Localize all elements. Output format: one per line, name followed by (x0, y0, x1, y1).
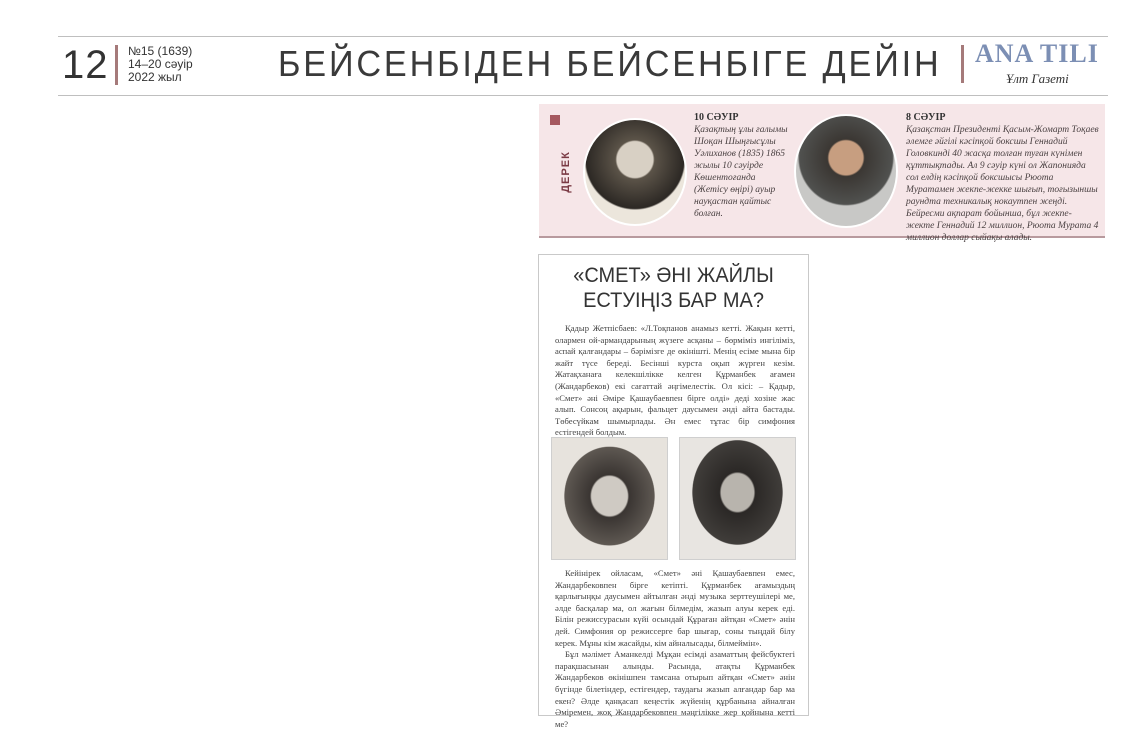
issue-info (128, 45, 193, 84)
section-title: БЕЙСЕНБІДЕН БЕЙСЕНБІГЕ ДЕЙІН (278, 43, 942, 84)
fact-item-2 (906, 112, 1100, 244)
facts-label: ДЕРЕК (559, 151, 572, 193)
issue-divider (115, 45, 118, 85)
photo-woman-portrait (551, 437, 668, 560)
portrait-golovkin (794, 114, 898, 228)
issue-number: №15 (1639) (128, 44, 193, 58)
facts-band (539, 104, 1105, 243)
page-header (58, 36, 1108, 96)
portrait-valikhanov (583, 118, 687, 226)
brand-tagline: Ұлт Газеті (1006, 71, 1069, 86)
article-title-line-2: ЕСТУІҢІЗ БАР МА? (583, 289, 764, 312)
issue-dates: 14–20 сәуір (128, 57, 193, 71)
fact-text-2: Қазақстан Президенті Қасым-Жомарт Тоқаев әлемге әйгілі кәсіпқой боксшы Геннадий Головкинді 40 жасқа толған туған күнімен құттықтады. Ал 9 сәуір күні ол Жапонияда сол елдің кәсіпқой боксшысы Рюота Муратамен жекпе-жекке шығып, тоғызыншы раундта техникалық нокаутпен жеңді. Бейресми ақпарат бойынша, бұл жекпе-жекте Геннадий 12 миллион, Рюота Мурата 4 миллион доллар сыйақы алады. (906, 125, 1099, 243)
issue-year: 2022 жыл (128, 70, 182, 84)
fact-item-1 (694, 112, 788, 220)
article-paragraph-1: Қадыр Жетпісбаев: «Л.Тоқпанов анамыз кетті. Жақын кетті, олармен ой-армандарының жүзеге асқаны – бөрміміз ингіліміз, аспай қалғандары – бәрімізге де өкінішті. Менің есіме мына бір жайт түсе береді. Бесінші курста оқып жүрген кезім. Жатақханаға келекшілікке келген Құрманбек ағамен (Жандарбеков) екі сағаттай әңгімелестік. Ол кісі: – Қадыр, «Смет» әні Әміре Қашаубаевпен бірге олді» деді хозіне жас алып. Сонсоң ақырын, фальцет даусымен әнді айта бастады. Төбесүйкам шымырлады. Ән емес тұтас бір симфония естігендей болдым. (555, 323, 795, 438)
photo-man-portrait (679, 437, 796, 560)
brand-divider (961, 45, 964, 83)
page-number: 12 (62, 43, 109, 87)
fact-date-2: 8 СӘУІР (906, 112, 946, 123)
article-body-top (555, 323, 795, 439)
article-paragraph-2: Кейінірек ойласам, «Смет» әні Қашаубаевпен емес, Жандарбековпен бірге кетіпті. Құрманбек ағамыздың қарлығыңқы даусымен айтылған әнді музыка зерттеушілері ме, әлде басқалар ма, ол жағын білмедім, жазып алуы керек еді. Білін режиссурасын күйі осындай Құраған айтқан «Смет» әнін дей. Симфония ор режиссерге бар шығар, соны тыңдай білу керек. Мұны кім жасайды, кім айналысады, білмеймін». (555, 568, 795, 648)
brand-logo: ANA TILI (975, 39, 1099, 68)
article-title (546, 263, 802, 313)
article (538, 254, 809, 729)
fact-date-1: 10 СӘУІР (694, 112, 739, 123)
facts-marker-icon (550, 115, 560, 125)
article-paragraph-3: Бұл мәлімет Аманкелді Мұқан есімді азаматтың фейсбуктегі парақшасынан алынды. Расында, атақты Құрманбек Жандарбеков өкінішпен тамсана отырып айтқан «Смет» әнін бүгінде білетіндер, естігендер, таудағы жазып алғандар бар ма екен? Әлде қанқасап кеңестік жүйенің құрбанына айналған Әміремен, жоқ Жандарбековпен мәңгілікке жер қойнына кетті ме? (555, 649, 795, 729)
article-body-bottom (555, 568, 795, 730)
fact-text-1: Қазақтың ұлы ғалымы Шоқан Шыңғысұлы Уәлиханов (1835) 1865 жылы 10 сәуірде Көшентоғанда (Жетісу өңірі) ауыр науқастан қайтыс болған. (694, 125, 788, 219)
article-title-line-1: «СМЕТ» ӘНІ ЖАЙЛЫ (573, 264, 774, 287)
